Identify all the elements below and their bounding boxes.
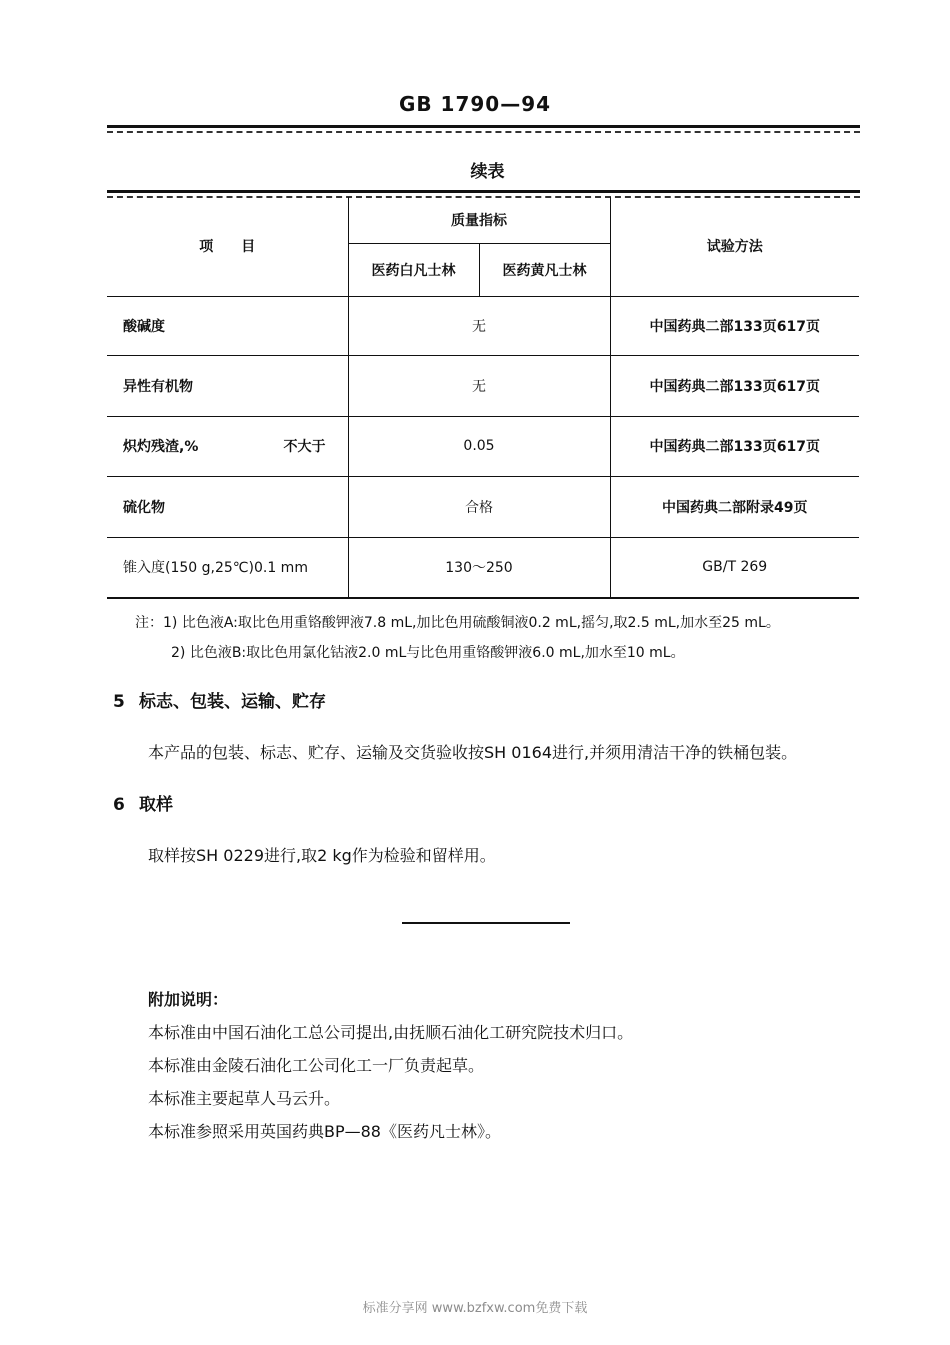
section-title: 标志、包装、运输、贮存 [139, 692, 326, 712]
addendum-line: 本标准由金陵石油化工公司化工一厂负责起草。 [148, 1056, 485, 1075]
table-caption: 续表 [470, 162, 505, 182]
section-number: 5 [113, 692, 125, 712]
table-row [107, 476, 859, 537]
header-rule-dashed [107, 131, 860, 133]
spec-table [107, 197, 859, 599]
row-qualifier: 不大于 [283, 439, 326, 455]
section-title: 取样 [139, 795, 173, 815]
table-row [107, 416, 859, 476]
header-white-vaseline: 医药白凡士林 [348, 243, 479, 296]
section-6-text: 取样按SH 0229进行,取2 kg作为检验和留样用。 [148, 846, 496, 865]
row-item: 锥入度(150 g,25℃)0.1 mm [107, 537, 348, 598]
row-method: 中国药典二部133页617页 [610, 296, 859, 355]
row-method: GB/T 269 [610, 537, 859, 598]
section-6-heading [113, 790, 173, 815]
row-item: 异性有机物 [107, 355, 348, 416]
addendum-line: 本标准主要起草人马云升。 [148, 1089, 341, 1108]
end-divider [402, 922, 570, 924]
row-value: 无 [348, 355, 610, 416]
table-top-rule-solid [107, 190, 860, 193]
addendum-title: 附加说明： [148, 990, 229, 1009]
addendum [148, 983, 633, 1148]
row-item: 酸碱度 [107, 296, 348, 355]
row-method: 中国药典二部133页617页 [610, 416, 859, 476]
table-row [107, 537, 859, 598]
table-notes [135, 608, 780, 668]
row-method: 中国药典二部附录49页 [610, 476, 859, 537]
section-5-text: 本产品的包装、标志、贮存、运输及交货验收按SH 0164进行,并须用清洁干净的铁桶包装。 [148, 743, 798, 762]
header-code: GB 1790—94 [398, 92, 552, 116]
row-value: 合格 [348, 476, 610, 537]
header-method: 试验方法 [610, 197, 859, 296]
addendum-line: 本标准由中国石油化工总公司提出,由抚顺石油化工研究院技术归口。 [148, 1023, 634, 1042]
header-rule-solid [107, 125, 860, 128]
row-value: 无 [348, 296, 610, 355]
row-item: 炽灼残渣,% [123, 439, 199, 455]
section-5-heading [113, 687, 326, 712]
watermark: 标准分享网 www.bzfxw.com免费下载 [362, 1301, 588, 1316]
addendum-line: 本标准参照采用英国药典BP—88《医药凡士林》。 [148, 1122, 501, 1141]
header-yellow-vaseline: 医药黄凡士林 [479, 243, 610, 296]
table-row [107, 355, 859, 416]
row-value: 0.05 [348, 416, 610, 476]
section-number: 6 [113, 795, 125, 815]
note-2: 2) 比色液B:取比色用氯化钴液2.0 mL与比色用重铬酸钾液6.0 mL,加水至10 mL。 [171, 645, 685, 661]
row-item: 硫化物 [107, 476, 348, 537]
header-quality: 质量指标 [348, 197, 610, 243]
table-row [107, 296, 859, 355]
row-value: 130～250 [348, 537, 610, 598]
row-method: 中国药典二部133页617页 [610, 355, 859, 416]
note-1: 注：1) 比色液A:取比色用重铬酸钾液7.8 mL,加比色用硫酸铜液0.2 mL,摇匀,取2.5 mL,加水至25 mL。 [135, 615, 780, 631]
header-item: 项 目 [107, 197, 348, 296]
